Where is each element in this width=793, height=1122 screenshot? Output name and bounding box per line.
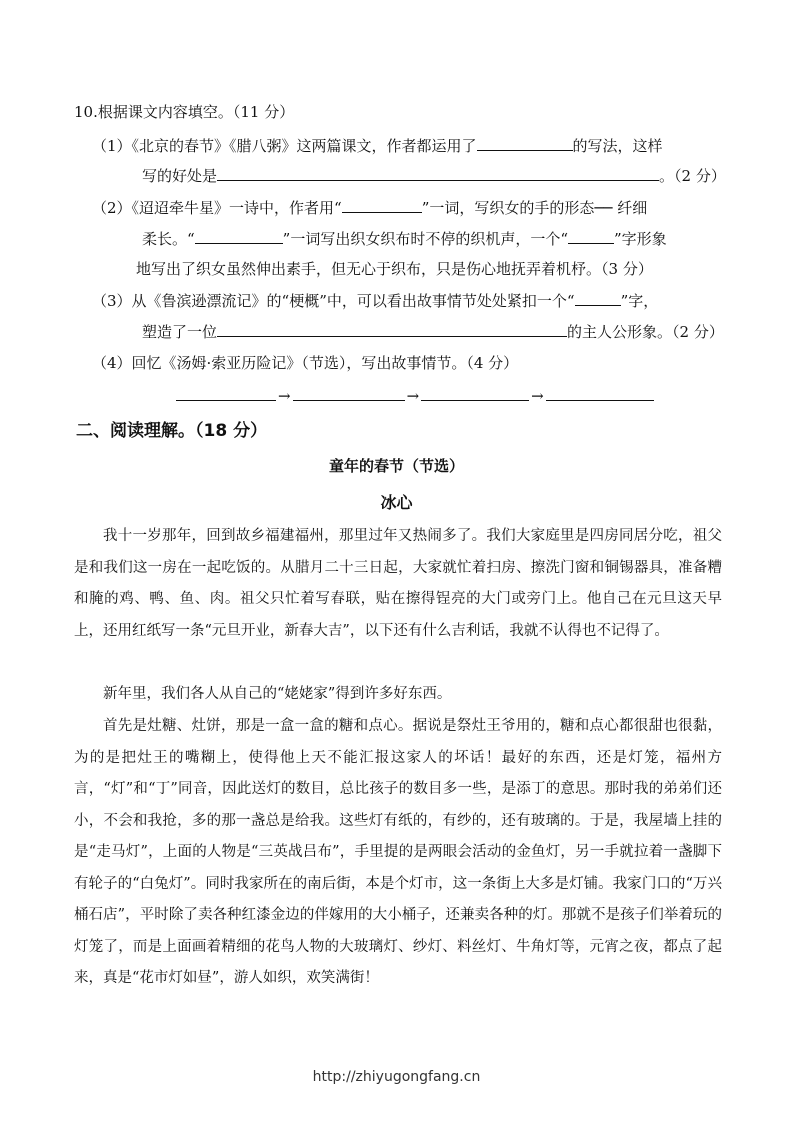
q10-1-text-d: 。（2 分）	[659, 167, 726, 185]
article-paragraph-3: 首先是灶糖、灶饼，那是一盒一盒的糖和点心。据说是祭灶王爷用的，糖和点心都很甜也很黏，为的是把灶王的嘴糊上，使得他上天不能汇报这家人的坏话！最好的东西，还是灯笼，福州方言，“灯”和“丁”同音，因此送灯的数目，总比孩子的数目多一些，是添丁的意思。那时我的弟弟们还小，不会和我抢，多的那一盏总是给我。这些灯有纸的，有纱的，还有玻璃的。于是，我屋墙上挂的是“走马灯”，上面的人物是“三英战吕布”，手里提的是两眼会活动的金鱼灯，另一手就拉着一盏脚下有轮子的“白兔灯”。同时我家所在的南后街，本是个灯市，这一条街上大多是灯铺。我家门口的“万兴桶石店”，平时除了卖各种红漆金边的伴嫁用的大小桶子，还兼卖各种的灯。那就不是孩子们举着玩的灯笼了，而是上面画着精细的花鸟人物的大玻璃灯、纱灯、料丝灯、牛角灯等，元宵之夜，都点了起来，真是“花市灯如昼”，游人如织，欢笑满街！	[74, 718, 722, 986]
question-10-part-4-line-1: （4）回忆《汤姆·索亚历险记》（节选），写出故事情节。（4 分）	[92, 354, 519, 372]
q10-2-text-c: 柔长。“	[142, 230, 195, 248]
q10-1-text-c: 写的好处是	[142, 167, 218, 185]
arrow-icon: →	[531, 387, 544, 405]
q10-3-blank-protagonist[interactable]	[217, 320, 567, 337]
article-paragraph-2: 新年里，我们各人从自己的“姥姥家”得到许多好东西。	[103, 686, 452, 702]
q10-3-text-b: ”字，	[620, 292, 659, 310]
q10-1-blank-benefit[interactable]	[217, 164, 659, 181]
q10-3-text-c: 塑造了一位	[142, 323, 218, 341]
q10-1-text-a: （1）《北京的春节》《腊八粥》这两篇课文，作者都运用了	[92, 137, 477, 155]
arrow-icon: →	[406, 387, 420, 405]
q10-4-blank-plot-1[interactable]	[176, 384, 276, 401]
q10-1-text-b: 的写法，这样	[572, 137, 663, 155]
q10-3-blank-character[interactable]	[575, 289, 621, 306]
q10-2-text-d: ”一词写出织女织布时不停的织机声，一个“	[282, 230, 569, 248]
q10-2-text-a: （2）《迢迢牵牛星》一诗中，作者用“	[92, 199, 342, 217]
q10-2-blank-hand-word[interactable]	[342, 196, 422, 213]
q10-2-text-b: ”一词，写织女的手的形态── 纤细	[421, 199, 648, 217]
q10-1-blank-writing-method[interactable]	[477, 134, 573, 151]
q10-2-blank-character[interactable]	[568, 227, 614, 244]
q10-4-blank-plot-4[interactable]	[546, 384, 654, 401]
question-10-part-1-line-2	[142, 164, 726, 187]
question-10-part-3-line-1	[92, 289, 658, 312]
article-author: 冰心	[380, 493, 413, 512]
q10-4-blank-plot-3[interactable]	[421, 384, 529, 401]
question-10-part-2-line-2	[142, 227, 667, 250]
question-10-header: 10.根据课文内容填空。（11 分）	[74, 103, 295, 121]
question-10-part-4-plot-chain	[176, 384, 654, 407]
q10-3-text-a: （3）从《鲁滨逊漂流记》的“梗概”中，可以看出故事情节处处紧扣一个“	[92, 292, 575, 310]
article-paragraph-1: 我十一岁那年，回到故乡福建福州，那里过年又热闹多了。我们大家庭里是四房同居分吃，祖父是和我们这一房在一起吃饭的。从腊月二十三日起，大家就忙着扫房、擦洗门窗和铜锡器具，准备糟和腌的鸡、鸭、鱼、肉。祖父只忙着写春联，贴在擦得锃亮的大门或旁门上。他自己在元旦这天早上，还用红纸写一条“元旦开业，新春大吉”，以下还有什么吉利话，我就不认得也不记得了。	[74, 528, 722, 639]
q10-2-blank-loom-sound-word[interactable]	[195, 227, 283, 244]
q10-2-text-e: ”字形象	[614, 230, 667, 248]
question-10-part-2-line-1	[92, 196, 647, 219]
footer-url: http://zhiyugongfang.cn	[312, 1069, 481, 1085]
section-2-title: 二、阅读理解。（18 分）	[76, 421, 268, 441]
question-10-part-3-line-2	[142, 320, 724, 343]
question-10-part-1-line-1	[92, 134, 663, 157]
arrow-icon: →	[278, 387, 291, 405]
article-title: 童年的春节（节选）	[328, 457, 464, 475]
q10-3-text-d: 的主人公形象。（2 分）	[567, 323, 724, 341]
question-10-part-2-line-3: 地写出了织女虽然伸出素手，但无心于织布，只是伤心地抚弄着机杼。（3 分）	[136, 260, 653, 278]
q10-4-blank-plot-2[interactable]	[293, 384, 405, 401]
